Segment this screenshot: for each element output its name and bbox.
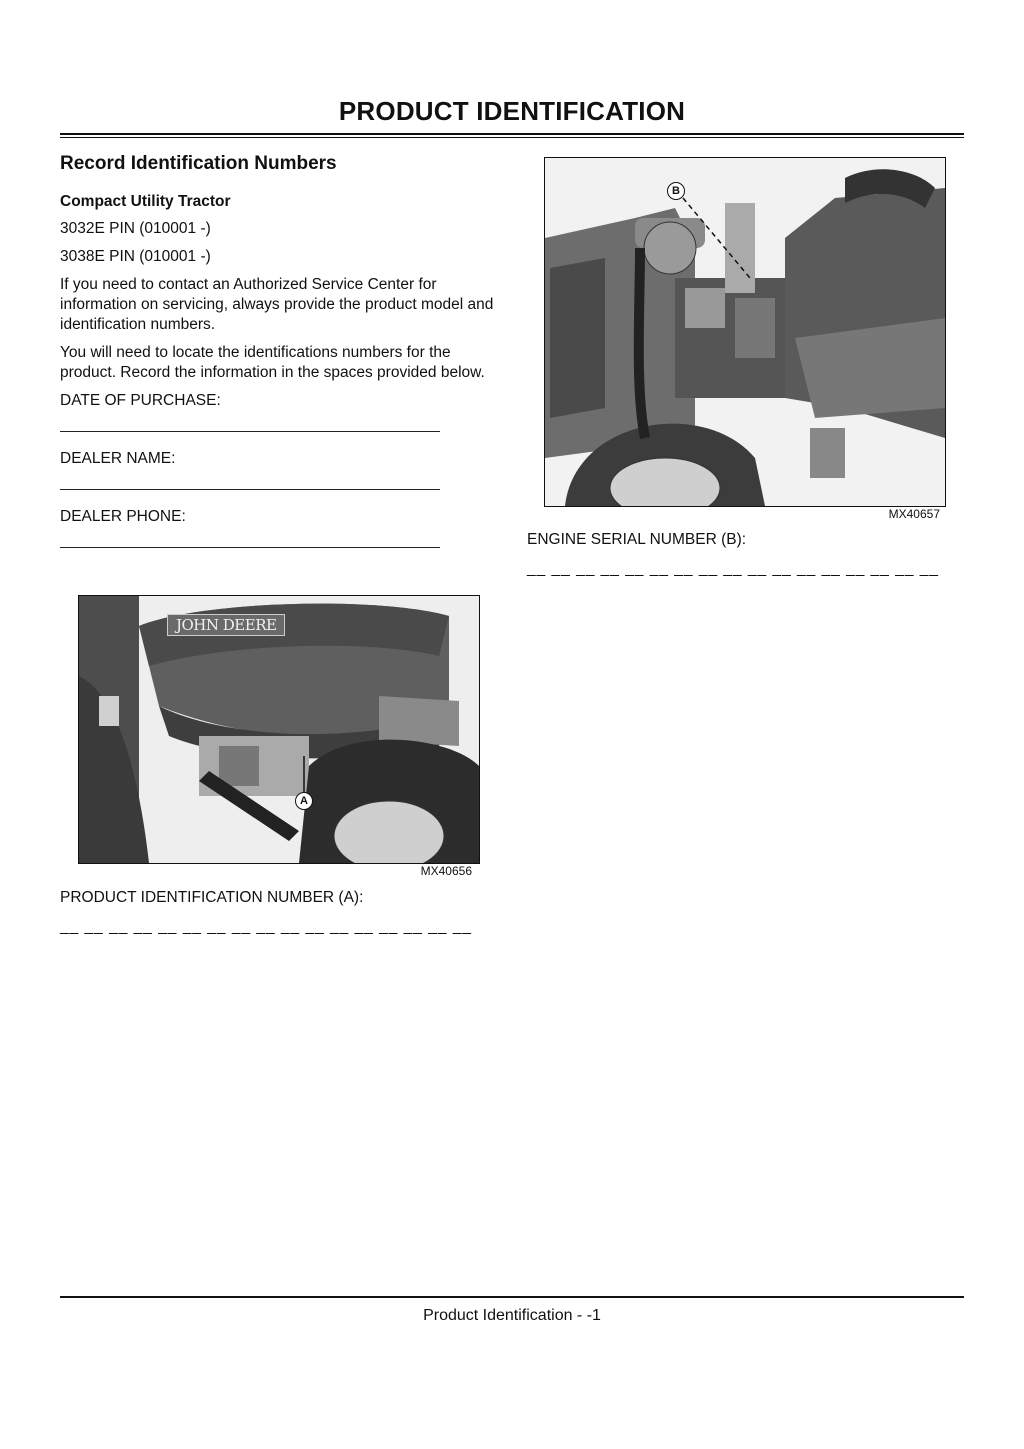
dealer-phone-blank (60, 527, 440, 548)
engine-figure-caption: MX40657 (888, 507, 940, 521)
engine-serial-blanks: __ __ __ __ __ __ __ __ __ __ __ __ __ __ __ __ __ (527, 560, 939, 577)
callout-b: B (667, 182, 685, 200)
pin-blanks: __ __ __ __ __ __ __ __ __ __ __ __ __ __ __ __ __ (60, 918, 472, 935)
left-column (60, 150, 500, 565)
date-of-purchase-blank (60, 411, 440, 432)
footer-rule (60, 1296, 964, 1298)
paragraph-locate: You will need to locate the identifications numbers for the product. Record the information in the spaces provided below. (60, 344, 485, 381)
subheading: Compact Utility Tractor (60, 193, 231, 210)
title-rule-thin (60, 137, 964, 138)
pin-label: PRODUCT IDENTIFICATION NUMBER (A): (60, 889, 364, 906)
page-footer: Product Identification - -1 (423, 1307, 601, 1324)
engine-serial-label: ENGINE SERIAL NUMBER (B): (527, 531, 747, 548)
dealer-name-blank (60, 469, 440, 490)
dealer-phone-label: DEALER PHONE: (60, 508, 186, 525)
engine-figure (544, 157, 946, 507)
pin-illustration (79, 596, 479, 863)
page-title: PRODUCT IDENTIFICATION (338, 96, 686, 126)
dealer-name-label: DEALER NAME: (60, 450, 176, 467)
pin-figure (78, 595, 480, 864)
brand-plate (167, 614, 285, 636)
engine-illustration (545, 158, 945, 506)
date-of-purchase-label: DATE OF PURCHASE: (60, 392, 221, 409)
model-line-1: 3032E PIN (010001 -) (60, 220, 211, 237)
pin-figure-caption: MX40656 (420, 864, 472, 878)
callout-a: A (295, 792, 313, 810)
paragraph-contact: If you need to contact an Authorized Service Center for information on servicing, always provide the product model and identification numbers. (60, 276, 494, 333)
section-heading: Record Identification Numbers (60, 153, 337, 174)
model-line-2: 3038E PIN (010001 -) (60, 248, 211, 265)
brand-text: JOHN DEERE (176, 616, 277, 634)
title-rule (60, 133, 964, 135)
